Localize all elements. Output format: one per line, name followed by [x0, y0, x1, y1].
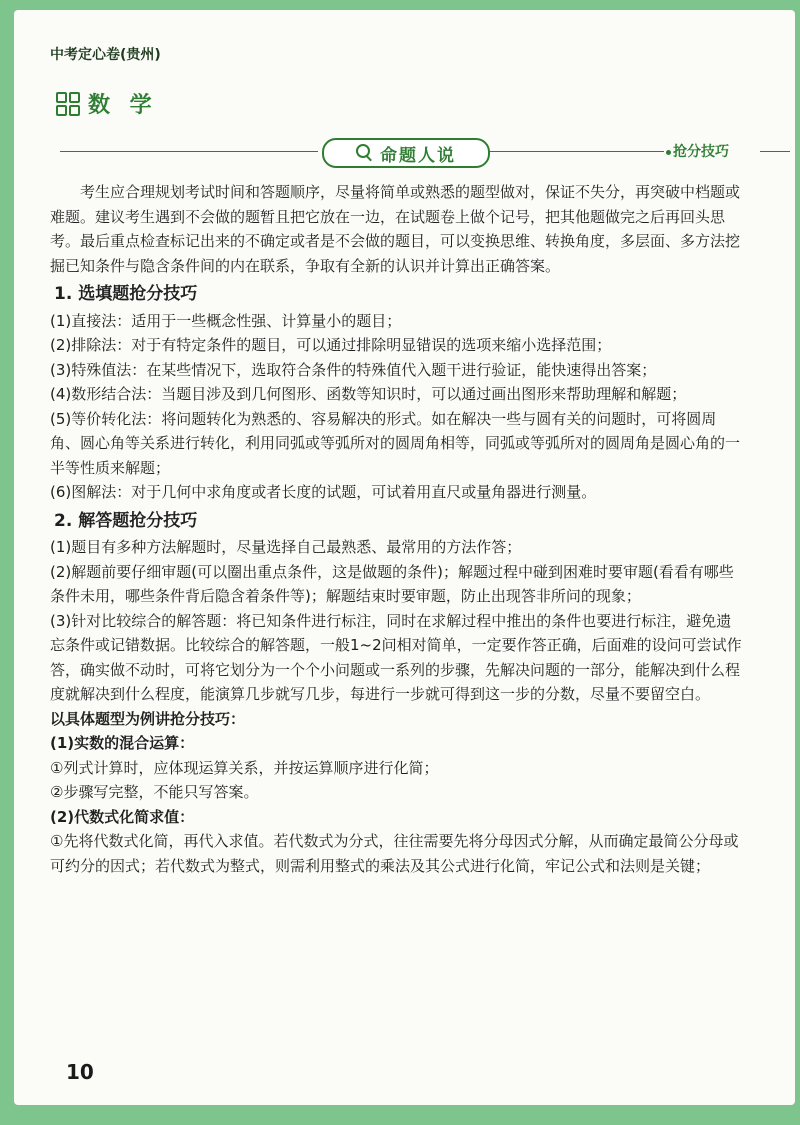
grid-icon: [56, 92, 80, 116]
section-banner: [60, 138, 746, 164]
divider: [60, 151, 318, 152]
subject-heading: [56, 88, 158, 119]
list-item: (1)直接法：适用于一些概念性强、计算量小的题目；: [50, 311, 402, 330]
section-title: 2. 解答题抢分技巧: [54, 510, 198, 531]
subject-label: 数 学: [88, 93, 158, 118]
book-title: 中考定心卷(贵州): [50, 47, 161, 63]
list-item: (5)等价转化法：将问题转化为熟悉的、容易解决的形式。如在解决一些与圆有关的问题时，可将圆周角、圆心角等关系进行转化，利用同弧或等弧所对的圆周角相等，同弧或等弧所对的圆周角是圆心角的一半等性质来解题；: [50, 409, 741, 477]
list-item: ②步骤写完整，不能只写答案。: [50, 783, 259, 801]
section-title: 1. 选填题抢分技巧: [54, 284, 198, 304]
list-item: (1)题目有多种方法解题时，尽量选择自己最熟悉、最常用的方法作答；: [50, 538, 522, 556]
subsection-title: (2)代数式化简求值：: [50, 807, 195, 826]
search-icon: [356, 144, 374, 162]
banner-pill: [322, 138, 490, 168]
divider: [488, 151, 664, 152]
banner-title: 命题人说: [380, 145, 456, 166]
list-item: (3)针对比较综合的解答题：将已知条件进行标注，同时在求解过程中推出的条件也要进行标注，避免遗忘条件或记错数据。比较综合的解答题，一般1~2问相对简单，一定要作答正确，后面难的设问可尝试作答，确实做不动时，可将它划分为一个个小问题或一系列的步骤，先解决问题的一部分，能解决到什么程度就解决到什么程度，能演算几步就写几步，每进行一步就可得到这一步的分数，尽量不要留空白。: [50, 611, 742, 703]
intro-paragraph: 考生应合理规划考试时间和答题顺序，尽量将简单或熟悉的题型做对，保证不失分，再突破中档题或难题。建议考生遇到不会做的题暂且把它放在一边，在试题卷上做个记号，把其他题做完之后再回头思考。最后重点检查标记出来的不确定或者是不会做的题目，可以变换思维、转换角度，多层面、多方法挖掘已知条件与隐含条件间的内在联系，争取有全新的认识并计算出正确答案。: [50, 183, 741, 275]
subsection-title: (1)实数的混合运算：: [50, 734, 195, 752]
dot-icon: [666, 150, 671, 155]
divider: [760, 151, 790, 152]
list-item: (3)特殊值法：在某些情况下，选取符合条件的特殊值代入题干进行验证，能快速得出答案；: [50, 360, 657, 379]
list-item: (2)排除法：对于有特定条件的题目，可以通过排除明显错误的选项来缩小选择范围；: [50, 336, 612, 354]
banner-subtitle: [664, 141, 729, 161]
subsection-title: 以具体题型为例讲抢分技巧：: [50, 709, 246, 728]
list-item: ①列式计算时，应体现运算关系，并按运算顺序进行化简；: [50, 758, 439, 777]
list-item: (2)解题前要仔细审题(可以圈出重点条件，这是做题的条件)；解题过程中碰到困难时要审题(看看有哪些条件未用，哪些条件背后隐含着条件等)；解题结束时要审题，防止出现答非所问的现象；: [50, 562, 734, 605]
list-item: ①先将代数式化简，再代入求值。若代数式为分式，往往需要先将分母因式分解，从而确定最简公分母或可约分的因式；若代数式为整式，则需利用整式的乘法及其公式进行化简，牢记公式和法则是关键；: [50, 832, 739, 875]
list-item: (6)图解法：对于几何中求角度或者长度的试题，可试着用直尺或量角器进行测量。: [50, 483, 597, 501]
list-item: (4)数形结合法：当题目涉及到几何图形、函数等知识时，可以通过画出图形来帮助理解和解题；: [50, 385, 687, 403]
page-number: 10: [66, 1060, 94, 1084]
banner-subtitle-label: 抢分技巧: [673, 144, 729, 160]
main-content: [50, 180, 742, 878]
